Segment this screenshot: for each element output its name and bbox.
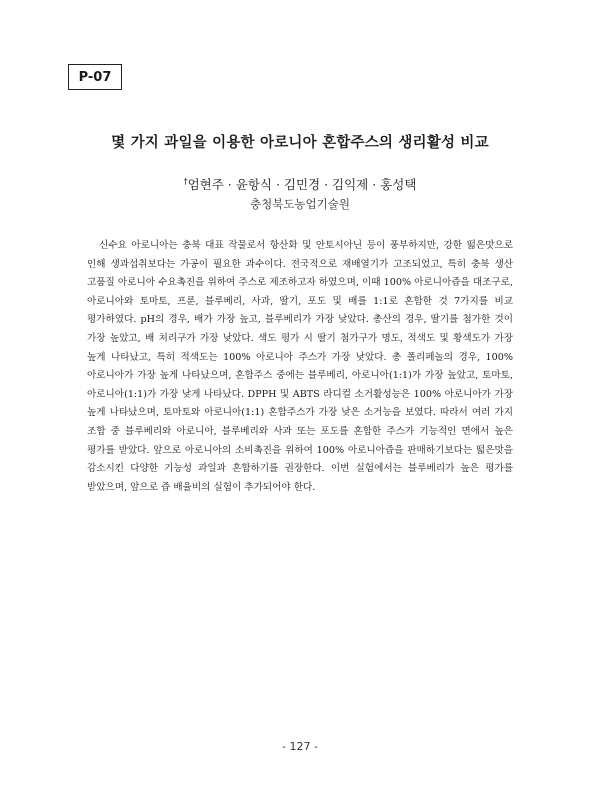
page-number: - 127 -	[282, 740, 318, 753]
author-names: 엄현주 · 윤항식 · 김민경 · 김익제 · 홍성택	[187, 177, 417, 192]
author-list	[0, 175, 600, 193]
corresponding-author-mark: †	[183, 177, 188, 186]
affiliation: 충청북도농업기술원	[250, 197, 350, 211]
session-code-box	[68, 64, 122, 90]
session-code: P-07	[78, 69, 112, 85]
abstract-text: 신수요 아로니아는 충북 대표 작물로서 항산화 및 안토시아닌 등이 풍부하지만, 강한 떫은맛으로 인해 생과섭취보다는 가공이 필요한 과수이다. 전국적으로 재배열기가 고조되었고, 특히 충북 생산 고품질 아로니아 수요촉진을 위하여 주스로 제조하고자 하였으며, 이때 100% 아로니아즙을 대조구로, 아로니아와 토마토, 프룬, 블루베리, 사과, 딸기, 포도 및 배를 1:1로 혼합한 것 7가지를 비교 평가하였다. pH의 경우, 배가 가장 높고, 블루베리가 가장 낮았다. 총산의 경우, 딸기를 첨가한 것이 가장 높았고, 배 처리구가 가장 낮았다. 색도 평가 시 딸기 첨가구가 명도, 적색도 및 황색도가 가장 높게 나타났고, 특히 적색도는 100% 아로니아 주스가 가장 낮았다. 총 폴리페놀의 경우, 100% 아로니아가 가장 높게 나타났으며, 혼합주스 중에는 블루베리, 아로니아(1:1)가 가장 높았고, 토마토, 아로니아(1:1)가 가장 낮게 나타났다. DPPH 및 ABTS 라디컬 소거활성능은 100% 아로니아가 가장 높게 나타났으며, 토마토와 아로니아(1:1) 혼합주스가 가장 낮은 소거능을 보였다. 따라서 여러 가지 조합 중 블루베리와 아로니아, 블루베리와 사과 또는 포도를 혼합한 주스가 기능적인 면에서 높은 평가를 받았다. 앞으로 아로니아의 소비촉진을 위하여 100% 아로니아즙을 판매하기보다는 떫은맛을 감소시킨 다양한 기능성 과일과 혼합하기를 권장한다. 이번 실험에서는 블루베리가 높은 평가를 받았으며, 앞으로 즙 배율비의 실험이 추가되어야 한다.	[87, 240, 513, 493]
paper-title: 몇 가지 과일을 이용한 아로니아 혼합주스의 생리활성 비교	[111, 135, 489, 151]
